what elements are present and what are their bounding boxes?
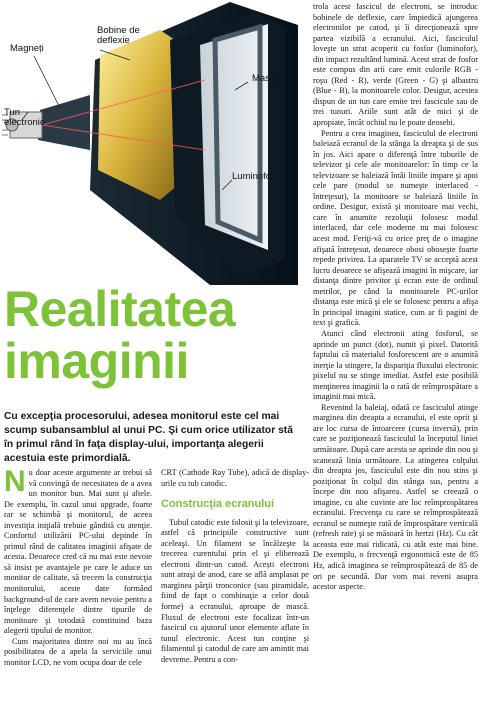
col2-paragraph-2: Tubul catodic este folosit şi la televizoare, astfel că principiile constructive sunt aceleaşi. Un filament se încălzeşte la trecerea curentului prin el şi eliberează electroni dintr-un catod. Acești electroni sunt atraşi de anod, care se află amplasat pe marginea părţii tronconice (sau piramidale, fiind de fapt o combinaţie a celor două forme) a ecranului, aproape de mască. Fluxul de electroni este focalizat într-un fascicul cu ajutorul unor elemente aflate în tunul electronic. Acest tun conţine şi filamentul şi catodul de care am amintit mai devreme. Pentru a con- bbox=[161, 517, 310, 664]
column-1 bbox=[4, 465, 152, 668]
crt-illustration bbox=[0, 0, 300, 285]
label-masca: Masca bbox=[252, 73, 280, 84]
right-paragraph-2: Pentru a crea imaginea, fasciculul de electroni baleiază ecranul de la stânga la dreapta şi de sus în jos. Aici apare o diferenţă între tuburile de televizor şi cele ale monitoarelor: în timp ce la televizoare se baleiază întâi liniile impare şi apoi cele pare (modul se numeşte interlaced - întreţesut), la monitoare se baleiază liniile în ordine. Desigur, există şi monitoare mai vechi, care în anumite rezoluţii folosesc modul interlaced, dar cele moderne nu mai folosesc acest mod. Feriţi-vă cu orice preţ de o imagine afişată întreţesut, deoarece obosi obosește foarte repede privirea. La aparatele TV se acceptă acest lucru deoarece se afişează imagini în mişcare, iar distanţa dintre privitor şi ecran este de ordinul metrilor, pe când la monitoarele PC-urilor distanţa este mică şi ele se folosesc pentru a afişa în principal imagini statice, cum ar fi pagini de text şi grafică. bbox=[313, 128, 478, 328]
col2-paragraph-1: CRT (Cathode Ray Tube), adică de display-urile cu tub catodic. bbox=[161, 468, 309, 488]
col1-paragraph-1: u doar aceste argumente ar trebui să vă convingă de necesitatea de a avea un monitor bun. Mai sunt şi altele. De exemplu, în cazul unui upgrade, foarte rar se schimbă şi monitorul, de aceea investiţia iniţială trebuie gândită cu atenţie. Confortul utilizării PC-ului depinde în primul rând de calitatea imaginii afişate de acesta. Deoarece cred că nu mai este nevoie să insist pe avantajele pe care le aduce un monitor de calitate, să trecem la construcţia monitorului, aceste date formând background-ul de care avem nevoie pentru a înţelege diferenţele dintre tipurile de monitoare şi totodată constituind baza alegerii tipului de monitor. bbox=[4, 468, 152, 636]
right-paragraph-3: Atunci când electronii ating fosforul, se aprinde un punct (dot), numit şi pixel. Datorită faptului că materialul fosforescent are o anumită inerţie la stingere, la dispariţia fluxului electronic pixelul nu se stinge imediat. Astfel este posibilă menţinerea imaginii la o rată de reîmprospătare a imaginii mai mică. bbox=[313, 328, 478, 402]
section-subhead: Construcţia ecranului bbox=[161, 498, 275, 511]
label-magneti: Magneți bbox=[10, 43, 44, 54]
crt-tube-diagram bbox=[0, 0, 300, 285]
title-line-1: Realitatea bbox=[4, 281, 236, 337]
drop-cap: N bbox=[4, 465, 26, 498]
right-paragraph-1: trola acest fascicul de electroni, se introduc bobinele de deflexie, care împiedică ajungerea electronilor pe catod, şi îi direcţionează spre partea vizibilă a ecranului. Aici, fasciculul loveşte un strat acoperit cu fosfor (luminofor), din impact rezultând lumină. Acest strat de fosfor este compus din arii care emit culorile RGB - roşu (Red - R), verde (Green - G) şi albastru (Blue - B), la monitoarele color. Desigur, acestea dispun de un tun care emite trei fascicule sau de trei tunuri. Ariile sunt atât de mici şi de apropiate, încât ochiul nu le poate deosebi. bbox=[313, 2, 478, 128]
title-line-2: imaginii bbox=[4, 333, 189, 389]
article-deck: Cu excepţia procesorului, adesea monitorul este cel mai scump subansamblul al unui PC. Şi cum orice utilizator stă în primul rând în faţa display-ului, importanţa alegerii acestuia este primordială. bbox=[4, 411, 293, 464]
column-2 bbox=[161, 468, 309, 665]
col1-paragraph-2: Cum majoritatea dintre noi nu au încă posibilitatea de a apela la serviciile unui monitor LCD, ne vom ocupa doar de cele bbox=[4, 636, 152, 667]
column-right bbox=[313, 2, 478, 593]
article-title bbox=[4, 283, 309, 387]
right-paragraph-4: Revenind la baleiaj, odată ce fasciculul atinge marginea din dreapta a ecranului, el este oprit şi are loc cursa de întoarcere (cursa inversă), prin care se poziţionează fasciculul la începutul liniei următoare. După care acesta se aprinde din nou şi scanează linia următoare. La atingerea colţului din dreapta jos, fasciculul este din nou stins şi poziţionat în colţul din stânga sus, pentru a începe din nou afişarea. Astfel se creează o imagine, cu alte cuvinte are loc reîmprospătarea ecranului. Frecvenţa cu care se reîmprospătează ecranul se numeşte rată de împrospătare verticală (refresh rate) şi se măsoară în hertzi (Hz). Cu cât aceasta este mai ridicată, cu atât este mai bine. De exemplu, o frecvenţă ergonomică este de 85 Hz, adică imaginea se reîmprospătează de 85 de ori pe secundă. Dar vom mai reveni asupra acestor aspecte. bbox=[313, 402, 478, 592]
label-luminofor: Luminofor bbox=[232, 171, 275, 182]
label-bobine-deflexie: Bobine de deflexie bbox=[97, 25, 140, 46]
label-tun-electronic: Tun electronic bbox=[4, 107, 45, 128]
